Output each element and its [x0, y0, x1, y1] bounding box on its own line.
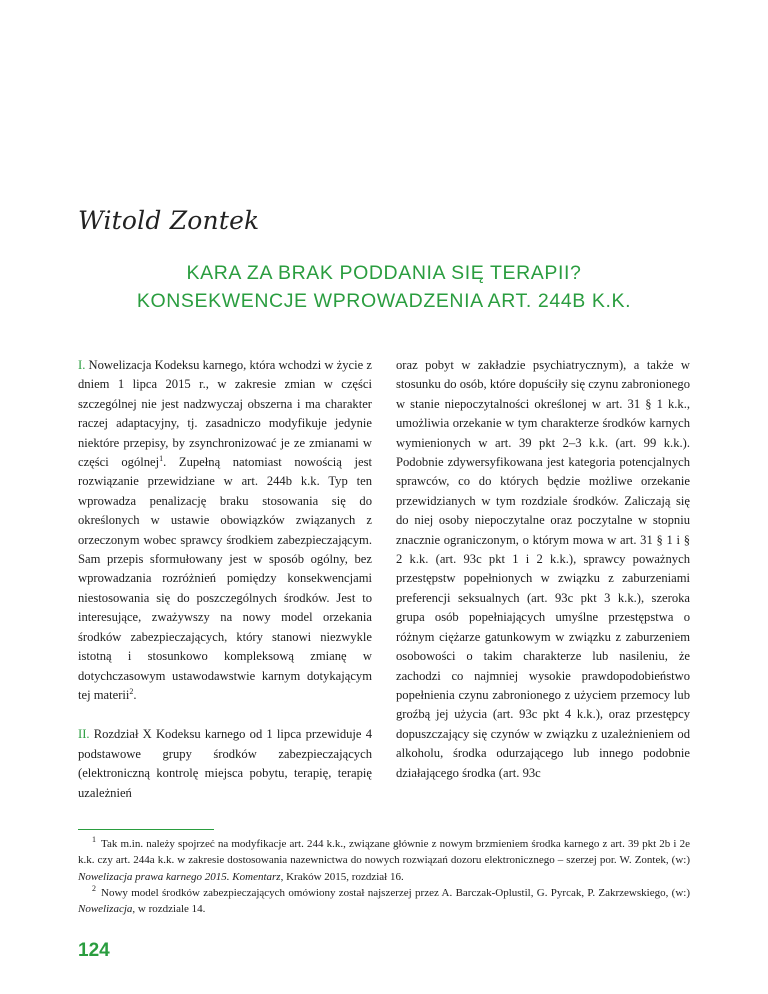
footnote-2-italic: Nowelizacja — [78, 903, 133, 916]
section-number-1: I. — [78, 358, 86, 372]
footnote-1-text: Tak m.in. należy spojrzeć na modyfikacje art. 244 k.k., związane głównie z nowym brzmieniem środka karnego z art. 39 pkt 2b i 2e k.k. czy art. 244a k.k. w zakresie dostosowania nazewnictwa do nowych rozwiązań dozoru elektronicznego – szerzej por. W. Zontek, (w:) — [78, 838, 690, 867]
footnote-ref-1[interactable]: 1 — [159, 453, 164, 463]
footnote-divider — [78, 829, 214, 830]
section-2-text-left: Rozdział X Kodeksu karnego od 1 lipca przewiduje 4 podstawowe grupy środków zabezpieczających (elektroniczną kontrolę miejsca pobytu, terapię, terapię uzależnień — [78, 727, 372, 800]
section-number-2: II. — [78, 727, 90, 742]
footnote-2-text: Nowy model środków zabezpieczających omówiony został najszerzej przez A. Barczak-Oplustil, G. Pyrcak, P. Zakrzewskiego, (w:) — [101, 886, 690, 899]
footnote-2 — [78, 885, 690, 918]
section-2-text-right: oraz pobyt w zakładzie psychiatrycznym), a także w stosunku do osób, które dopuściły się czynu zabronionego w stanie niepoczytalności określonej w art. 31 § 1 k.k., umożliwia orzekanie w tym charakterze środków karnych wymienionych w art. 39 pkt 2–3 k.k. (art. 99 k.k.). Podobnie zdywersyfikowana jest kategoria potencjalnych sprawców, co do których będzie możliwe orzekanie przewidzianych w tym rozdziale środków. Zaliczają się do niej osoby niepoczytalne oraz poczytalne w stopniu znacznie ograniczonym, o którym mowa w art. 31 § 1 i § 2 k.k. (art. 93c pkt 1 i 2 k.k.), sprawcy poważnych przestępstw popełnionych w związku z zaburzeniami preferencji seksualnych (art. 93c pkt 3 k.k.), szeroka grupa osób popełniających umyślne przestępstwa o różnym ciężarze gatunkowym w związku z zaburzeniem osobowości o takim charakterze lub nasileniu, że zachodzi co najmniej wysokie prawdopodobieństwo popełnienia czynu zabronionego z użyciem przemocy lub groźbą jej użycia (art. 93c pkt 4 k.k.), oraz przestępcy dopuszczający się czynów w związku z uzależnieniem od alkoholu, środka odurzającego lub innego podobnie działającego środka (art. 93c — [396, 358, 690, 780]
footnote-1-italic: Nowelizacja prawa karnego 2015. Komentarz — [78, 870, 281, 883]
section-1-text-c: . — [133, 687, 137, 702]
paragraph-section-1 — [78, 356, 372, 705]
paragraph-section-2-continued — [396, 356, 690, 783]
footnote-ref-2[interactable]: 2 — [129, 686, 134, 696]
section-1-text-a: Nowelizacja Kodeksu karnego, która wchodzi w życie z dniem 1 lipca 2015 r., w zakresie zmian w części szczególnej nie jest nadzwyczaj obszerna i ma charakter raczej adaptacyjny, tj. zasadniczo modyfikuje jedynie niektóre przepisy, by zsynchronizować je ze zmianami w części ogólnej — [78, 358, 372, 470]
footnote-2-number: 2 — [92, 884, 96, 894]
author-name: Witold Zontek — [78, 206, 260, 235]
footnote-1-number: 1 — [92, 835, 96, 845]
footnote-1 — [78, 836, 690, 885]
page-number: 124 — [78, 940, 110, 961]
article-title-line-2: KONSEKWENCJE WPROWADZENIA ART. 244B K.K. — [136, 290, 632, 312]
section-1-text-b: . Zupełną natomiast nowością jest rozwiązanie przewidziane w art. 244b k.k. Typ ten wprowadza penalizację braku stosowania się do określonych w ustawie obowiązków związanych z orzeczonym wobec sprawcy środkiem zabezpieczającym. Sam przepis sformułowany jest w sposób ogólny, bez wprowadzania rozróżnień pomiędzy konsekwencjami niestosowania się do poszczególnych środków. Jest to interesujące, zważywszy na nowy model orzekania środków zabezpieczających, który stanowi niezwykle istotną i stosunkowo kompleksową zmianę w dotychczasowym ustawodawstwie karnym dotykającym tej materii — [78, 455, 372, 702]
body-column-left — [78, 356, 372, 803]
body-column-right — [396, 356, 690, 783]
article-title-line-1: KARA ZA BRAK PODDANIA SIĘ TERAPII? — [186, 262, 582, 284]
footnotes — [78, 836, 690, 917]
footnote-1-tail: , Kraków 2015, rozdział 16. — [280, 870, 404, 883]
footnote-2-tail: , w rozdziale 14. — [132, 903, 206, 916]
paragraph-section-2 — [78, 725, 372, 803]
